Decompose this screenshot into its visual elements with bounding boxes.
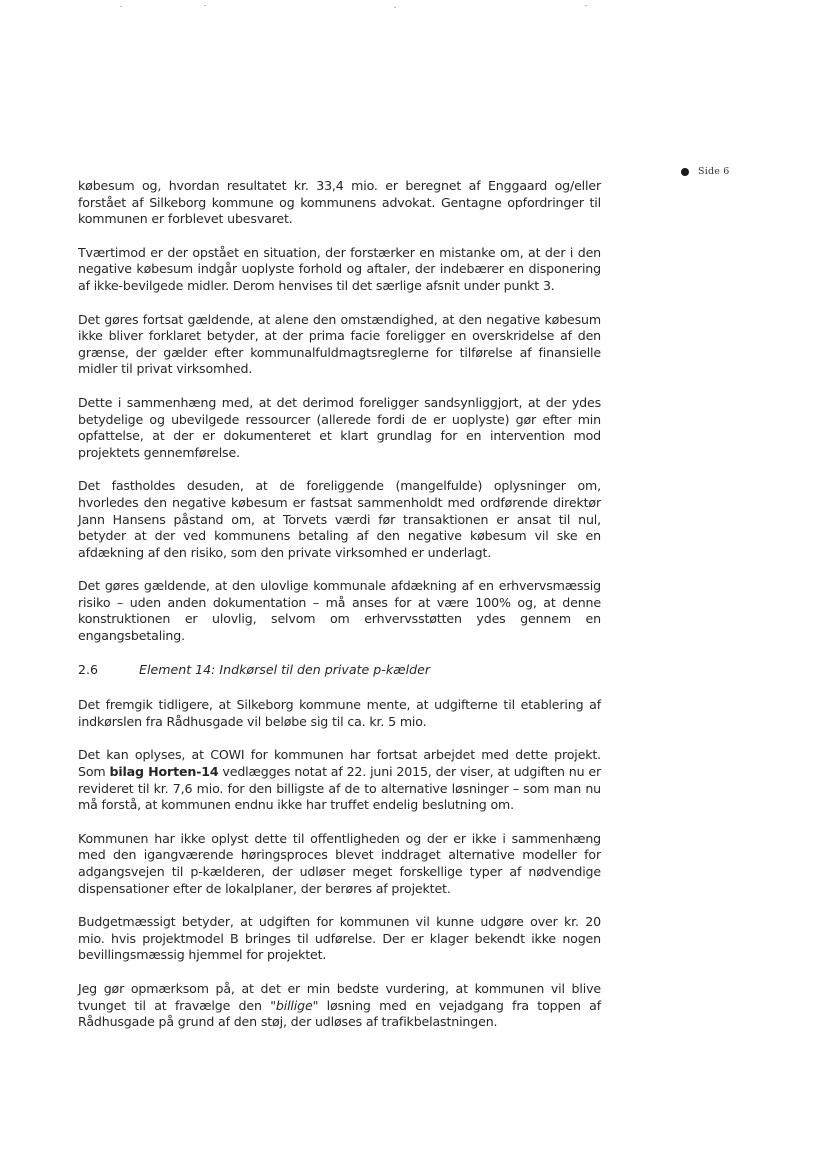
section-title: Element 14: Indkørsel til den private p-kælder bbox=[139, 661, 431, 677]
paragraph-11 bbox=[78, 981, 601, 1031]
paragraph-11-text-start: Jeg gør opmærksom på, at det er min bedste vurdering, at kommunen vil blive tvunget til at fravælge den " bbox=[78, 980, 601, 1013]
paragraph-11-text-end: " løsning med en vejadgang fra toppen af Rådhusgade på grund af den støj, der udløses af trafikbelastningen. bbox=[78, 997, 602, 1030]
scan-artifact bbox=[394, 7, 396, 8]
paragraph-3: Det gøres fortsat gældende, at alene den omstændighed, at den negative købesum ikke bliver forklaret betyder, at der prima facie foreligger en overskridelse af den grænse, der gælder efter kommunalfuldmagtsreglerne for tilførelse af finansielle midler til privat virksomhed. bbox=[78, 311, 601, 377]
paragraph-8 bbox=[78, 747, 601, 813]
paragraph-7: Det fremgik tidligere, at Silkeborg kommune mente, at udgifterne til etablering af indkørslen fra Rådhusgade vil beløbe sig til ca. kr. 5 mio. bbox=[78, 697, 601, 729]
paragraph-6: Det gøres gældende, at den ulovlige kommunale afdækning af en erhvervsmæssig risiko – uden anden dokumentation – må anses for at være 100% og, at denne konstruktionen er ulovlig, selvom om erhvervsstøtten ydes gennem en engangsbetaling. bbox=[78, 578, 601, 644]
paragraph-10: Budgetmæssigt betyder, at udgiften for kommunen vil kunne udgøre over kr. 20 mio. hvis projektmodel B bringes til udførelse. Der er klager bekendt ikke nogen bevillingsmæssig hjemmel for projektet. bbox=[78, 914, 601, 963]
paragraph-8-text-start: Det kan oplyses, at COWI for kommunen har fortsat arbejdet med dette projekt. Som bbox=[78, 747, 601, 780]
appendix-reference: bilag Horten-14 bbox=[109, 764, 219, 780]
scan-artifact bbox=[585, 5, 587, 6]
document-body bbox=[78, 178, 601, 1048]
page-number-label: Side 6 bbox=[698, 166, 730, 177]
paragraph-2: Tværtimod er der opstået en situation, der forstærker en mistanke om, at der i den negative købesum indgår uoplyste forhold og aftaler, der indebærer en disponering af ikke-bevilgede midler. Derom henvises til det særlige afsnit under punkt 3. bbox=[78, 244, 601, 293]
paragraph-4: Dette i sammenhæng med, at det derimod foreligger sandsynliggjort, at der ydes betydelige og ubevilgede ressourcer (allerede fordi de er uoplyste) gør efter min opfattelse, at der er dokumenteret et klart grundlag for en intervention mod projektets gennemførelse. bbox=[78, 394, 601, 460]
paragraph-1: købesum og, hvordan resultatet kr. 33,4 mio. er beregnet af Enggaard og/eller forstået af Silkeborg kommune og kommunens advokat. Gentagne opfordringer til kommunen er forblevet ubesvaret. bbox=[78, 178, 601, 227]
paragraph-8-text-end: vedlægges notat af 22. juni 2015, der viser, at udgiften nu er revideret til kr. 7,6 mio. for den billigste af de to alternative løsninger – som man nu må forstå, at kommunen endnu ikke har truffet endelig beslutning om. bbox=[78, 764, 601, 813]
bullet-icon bbox=[681, 168, 689, 176]
section-heading bbox=[78, 662, 601, 679]
page-number-marker bbox=[681, 166, 730, 177]
scan-artifact bbox=[120, 6, 122, 7]
paragraph-5: Det fastholdes desuden, at de foreliggende (mangelfulde) oplysninger om, hvorledes den negative købesum er fastsat sammenholdt med ordførende direktør Jann Hansens påstand om, at Torvets værdi før transaktionen er ansat til nul, betyder at der ved kommunens betaling af den negative købesum vil ske en afdækning af den risiko, som den private virksomhed er underlagt. bbox=[78, 478, 601, 560]
scan-artifact bbox=[204, 5, 206, 6]
section-number: 2.6 bbox=[78, 661, 99, 677]
paragraph-9: Kommunen har ikke oplyst dette til offentligheden og der er ikke i sammenhæng med den igangværende høringsproces blevet inddraget alternative modeller for adgangsvejen til p-kælderen, der udløser meget forskellige typer af nødvendige dispensationer efter de lokalplaner, der berøres af projektet. bbox=[78, 830, 601, 896]
emphasis-word: billige bbox=[275, 997, 313, 1013]
